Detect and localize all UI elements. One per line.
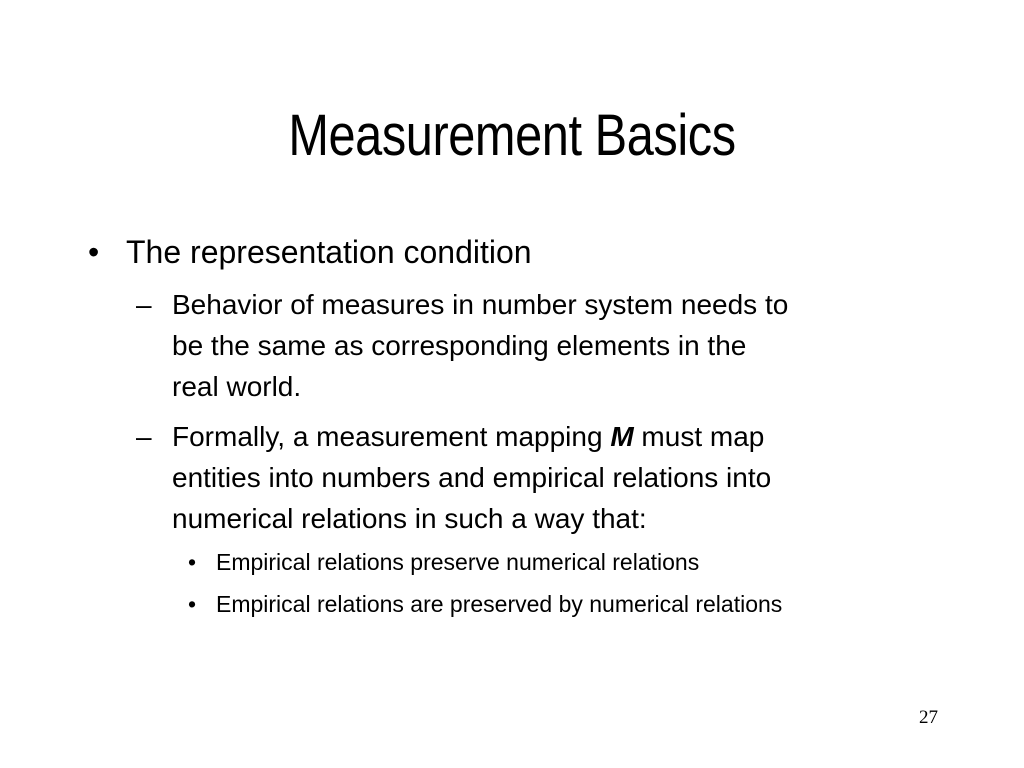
text-line: be the same as corresponding elements in the (172, 330, 747, 361)
sub-sub-bullet-text: Empirical relations are preserved by numerical relations (216, 591, 783, 617)
slide-title: Measurement Basics (288, 103, 736, 168)
bullet-marker: • (188, 549, 197, 575)
text-line: Behavior of measures in number system needs to (172, 289, 789, 320)
mapping-symbol: M (610, 421, 634, 452)
sub-bullet-behavior (136, 284, 936, 407)
text-line: entities into numbers and empirical relations into (172, 462, 772, 493)
text-line (172, 416, 936, 457)
bullet-text: The representation condition (126, 234, 532, 270)
text-line: numerical relations in such a way that: (172, 503, 647, 534)
bullet-marker: • (88, 234, 100, 270)
slide-number: 27 (919, 707, 938, 728)
sub-bullet-marker: – (136, 289, 152, 320)
bullet-marker: • (188, 591, 197, 617)
sub-bullet-text (172, 284, 936, 407)
text-line: real world. (172, 371, 302, 402)
sub-sub-bullet-text: Empirical relations preserve numerical relations (216, 549, 700, 575)
sub-bullet-marker: – (136, 421, 152, 452)
text-fragment: must map (633, 421, 765, 452)
text-fragment: Formally, a measurement mapping (172, 421, 611, 452)
sub-bullet-text (172, 416, 936, 539)
sub-bullet-formally (136, 416, 936, 539)
